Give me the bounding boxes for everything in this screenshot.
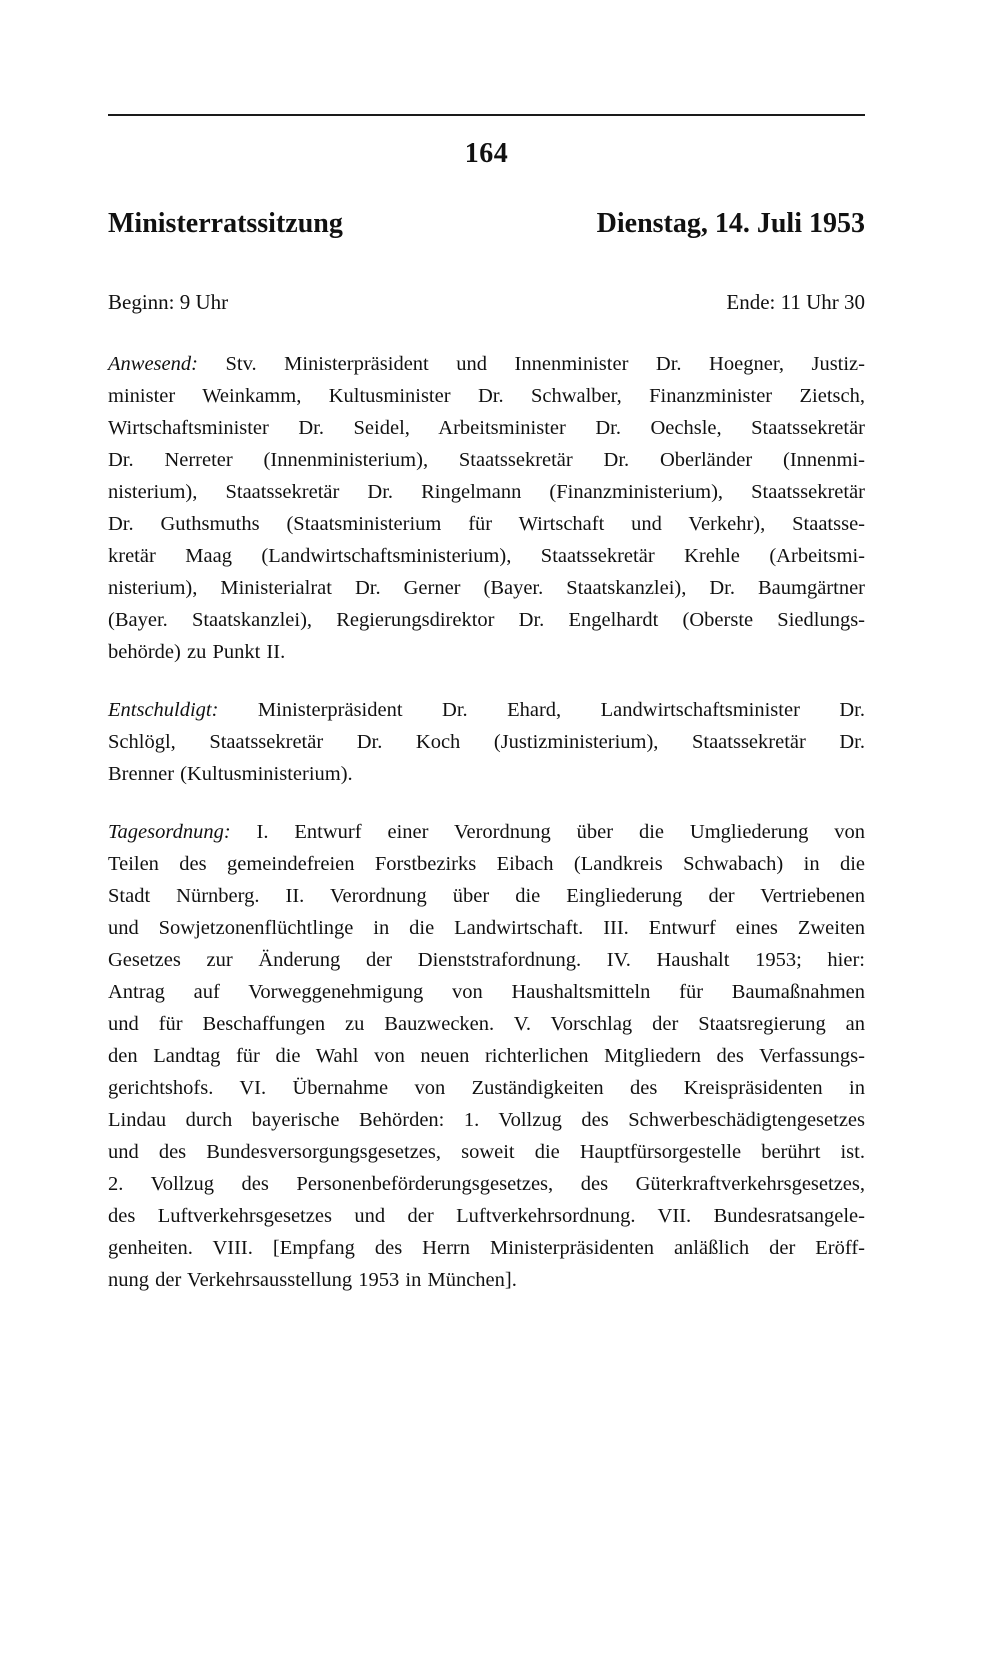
text-line: Antrag auf Vorweggenehmigung von Haushaltsmitteln für Baumaßnahmen (108, 981, 865, 1003)
text-line: Stadt Nürnberg. II. Verordnung über die Eingliederung der Vertriebenen (108, 885, 865, 907)
paragraph (108, 694, 865, 790)
text-line: Tagesordnung: I. Entwurf einer Verordnung über die Umgliederung von (108, 821, 865, 843)
paragraph-lead-label: Entschuldigt: (108, 699, 219, 721)
text-line: nung der Verkehrsausstellung 1953 in München]. (108, 1269, 517, 1291)
paragraph (108, 816, 865, 1296)
text-line: Teilen des gemeindefreien Forstbezirks Eibach (Landkreis Schwabach) in die (108, 853, 865, 875)
text-line: Lindau durch bayerische Behörden: 1. Vollzug des Schwerbeschädigtengesetzes (108, 1109, 865, 1131)
text-line: behörde) zu Punkt II. (108, 641, 286, 663)
page-number: 164 (464, 138, 509, 169)
text-line: Brenner (Kultusministerium). (108, 763, 353, 785)
text-line: Anwesend: Stv. Ministerpräsident und Innenminister Dr. Hoegner, Justiz- (108, 353, 865, 375)
text-line: Dr. Nerreter (Innenministerium), Staatssekretär Dr. Oberländer (Innenmi- (108, 449, 865, 471)
text-line: den Landtag für die Wahl von neuen richterlichen Mitgliedern des Verfassungs- (108, 1045, 865, 1067)
text-line: nisterium), Ministerialrat Dr. Gerner (Bayer. Staatskanzlei), Dr. Baumgärtner (108, 577, 865, 599)
session-begin-time: Beginn: 9 Uhr (108, 290, 229, 314)
text-line: minister Weinkamm, Kultusminister Dr. Schwalber, Finanzminister Zietsch, (108, 385, 865, 407)
text-line: Wirtschaftsminister Dr. Seidel, Arbeitsminister Dr. Oechsle, Staatssekretär (108, 417, 865, 439)
text-line: Dr. Guthsmuths (Staatsministerium für Wirtschaft und Verkehr), Staatsse- (108, 513, 865, 535)
paragraph-lead-label: Tagesordnung: (108, 821, 231, 843)
text-line: (Bayer. Staatskanzlei), Regierungsdirektor Dr. Engelhardt (Oberste Siedlungs- (108, 609, 865, 631)
text-line: gerichtshofs. VI. Übernahme von Zuständigkeiten des Kreispräsidenten in (108, 1077, 865, 1099)
heading-row (108, 206, 865, 242)
text-line: und des Bundesversorgungsgesetzes, soweit die Hauptfürsorgestelle berührt ist. (108, 1141, 865, 1163)
paragraph (108, 348, 865, 668)
paragraph-lead-label: Anwesend: (108, 353, 198, 375)
text-line: genheiten. VIII. [Empfang des Herrn Ministerpräsidenten anläßlich der Eröff- (108, 1237, 865, 1259)
times-row (108, 288, 865, 316)
document-body (108, 348, 865, 1322)
text-line: nisterium), Staatssekretär Dr. Ringelmann (Finanzministerium), Staatssekretär (108, 481, 865, 503)
text-line: und Sowjetzonenflüchtlinge in die Landwirtschaft. III. Entwurf eines Zweiten (108, 917, 865, 939)
divider-rule (108, 114, 865, 116)
session-end-time: Ende: 11 Uhr 30 (726, 290, 865, 314)
text-line: des Luftverkehrsgesetzes und der Luftverkehrsordnung. VII. Bundesratsangele- (108, 1205, 865, 1227)
text-line: Gesetzes zur Änderung der Dienststrafordnung. IV. Haushalt 1953; hier: (108, 949, 865, 971)
session-date: Dienstag, 14. Juli 1953 (596, 208, 865, 239)
text-line: Entschuldigt: Ministerpräsident Dr. Ehard, Landwirtschaftsminister Dr. (108, 699, 865, 721)
text-line: und für Beschaffungen zu Bauzwecken. V. Vorschlag der Staatsregierung an (108, 1013, 865, 1035)
session-title: Ministerratssitzung (108, 208, 343, 239)
text-line: 2. Vollzug des Personenbeförderungsgesetzes, des Güterkraftverkehrsgesetzes, (108, 1173, 865, 1195)
text-line: kretär Maag (Landwirtschaftsministerium), Staatssekretär Krehle (Arbeitsmi- (108, 545, 865, 567)
text-line: Schlögl, Staatssekretär Dr. Koch (Justizministerium), Staatssekretär Dr. (108, 731, 865, 753)
